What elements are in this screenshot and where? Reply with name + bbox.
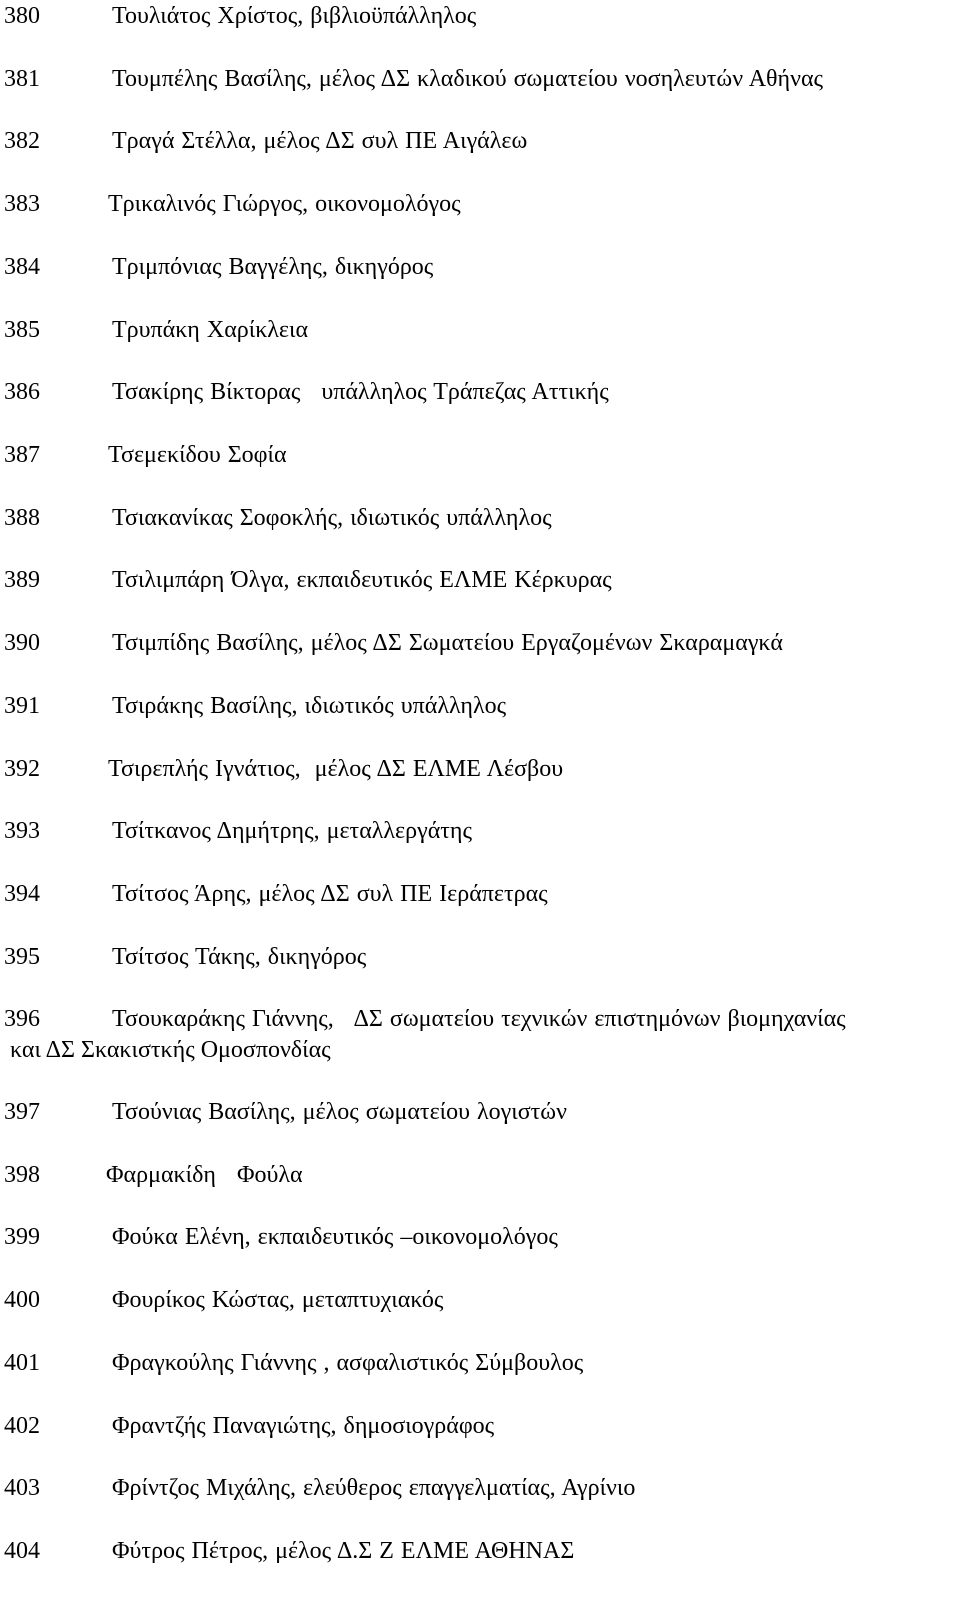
entry-number: 389 xyxy=(4,567,40,593)
entry-text: Φουρίκος Κώστας, μεταπτυχιακός xyxy=(112,1287,444,1313)
entry-number: 390 xyxy=(4,630,40,656)
entry-text: Τσιακανίκας Σοφοκλής, ιδιωτικός υπάλληλος xyxy=(112,505,552,531)
entry-text: Τριμπόνιας Βαγγέλης, δικηγόρος xyxy=(112,254,434,280)
list-item xyxy=(0,188,960,228)
entry-number: 400 xyxy=(4,1287,40,1313)
entry-text: Φραντζής Παναγιώτης, δημοσιογράφος xyxy=(112,1413,495,1439)
entry-number: 384 xyxy=(4,254,40,280)
entry-text: Τουλιάτος Χρίστος, βιβλιοϋπάλληλος xyxy=(112,3,477,29)
entry-number: 392 xyxy=(4,756,40,782)
entry-text: Τσιλιμπάρη Όλγα, εκπαιδευτικός ΕΛΜΕ Κέρκυρας xyxy=(112,567,612,593)
entry-text: Τσεμεκίδου Σοφία xyxy=(108,442,287,468)
entry-number: 399 xyxy=(4,1224,40,1250)
entry-number: 386 xyxy=(4,379,40,405)
entry-number: 381 xyxy=(4,66,40,92)
list-item xyxy=(0,1221,960,1261)
entry-number: 382 xyxy=(4,128,40,154)
entry-text: Τρυπάκη Χαρίκλεια xyxy=(112,317,309,343)
list-item xyxy=(0,502,960,542)
list-item xyxy=(0,0,960,40)
list-item xyxy=(0,564,960,604)
list-item xyxy=(0,251,960,291)
entry-text-continuation: και ΔΣ Σκακιστκής Ομοσπονδίας xyxy=(10,1037,331,1063)
list-item xyxy=(0,1347,960,1387)
entry-number: 404 xyxy=(4,1538,40,1564)
list-item xyxy=(0,878,960,918)
entry-number: 391 xyxy=(4,693,40,719)
list-item xyxy=(0,376,960,416)
list-item xyxy=(0,1472,960,1512)
entry-text: Φούκα Ελένη, εκπαιδευτικός –οικονομολόγος xyxy=(112,1224,558,1250)
entry-text: Τσιρεπλής Ιγνάτιος, μέλος ΔΣ ΕΛΜΕ Λέσβου xyxy=(108,756,564,782)
entry-text: Τσούνιας Βασίλης, μέλος σωματείου λογιστών xyxy=(112,1099,567,1125)
list-item xyxy=(0,1410,960,1450)
entry-number: 395 xyxy=(4,944,40,970)
entry-number: 393 xyxy=(4,818,40,844)
entry-text: Τσακίρης Βίκτορας υπάλληλος Τράπεζας Αττικής xyxy=(112,379,609,405)
list-item xyxy=(0,1003,960,1075)
entry-text: Τρικαλινός Γιώργος, οικονομολόγος xyxy=(108,191,461,217)
list-item xyxy=(0,815,960,855)
entry-text: Φρίντζος Μιχάλης, ελεύθερος επαγγελματίας, Αγρίνιο xyxy=(112,1475,636,1501)
entry-text: Φύτρος Πέτρος, μέλος Δ.Σ Ζ ΕΛΜΕ ΑΘΗΝΑΣ xyxy=(112,1538,575,1564)
entry-text: Τραγά Στέλλα, μέλος ΔΣ συλ ΠΕ Αιγάλεω xyxy=(112,128,528,154)
entry-number: 383 xyxy=(4,191,40,217)
list-item xyxy=(0,753,960,793)
entry-text: Τσιμπίδης Βασίλης, μέλος ΔΣ Σωματείου Εργαζομένων Σκαραμαγκά xyxy=(112,630,783,656)
entry-number: 398 xyxy=(4,1162,40,1188)
entry-text: Τσίτσος Τάκης, δικηγόρος xyxy=(112,944,367,970)
list-item xyxy=(0,690,960,730)
list-item xyxy=(0,314,960,354)
entry-number: 396 xyxy=(4,1006,40,1032)
entry-number: 401 xyxy=(4,1350,40,1376)
entry-text: Τσίτσος Άρης, μέλος ΔΣ συλ ΠΕ Ιεράπετρας xyxy=(112,881,548,907)
list-item xyxy=(0,1284,960,1324)
entry-text: Τουμπέλης Βασίλης, μέλος ΔΣ κλαδικού σωματείου νοσηλευτών Αθήνας xyxy=(112,66,824,92)
list-item xyxy=(0,627,960,667)
entry-number: 397 xyxy=(4,1099,40,1125)
entry-text: Φαρμακίδη Φούλα xyxy=(106,1162,303,1188)
list-item xyxy=(0,63,960,103)
entry-number: 403 xyxy=(4,1475,40,1501)
entry-number: 394 xyxy=(4,881,40,907)
list-item xyxy=(0,1096,960,1136)
entry-text: Φραγκούλης Γιάννης , ασφαλιστικός Σύμβουλος xyxy=(112,1350,584,1376)
entry-number: 388 xyxy=(4,505,40,531)
list-item xyxy=(0,941,960,981)
entry-text: Τσουκαράκης Γιάννης, ΔΣ σωματείου τεχνικών επιστημόνων βιομηχανίας xyxy=(112,1006,846,1032)
list-item xyxy=(0,439,960,479)
entry-number: 387 xyxy=(4,442,40,468)
entry-number: 402 xyxy=(4,1413,40,1439)
entry-number: 380 xyxy=(4,3,40,29)
entry-number: 385 xyxy=(4,317,40,343)
list-item xyxy=(0,125,960,165)
entry-text: Τσιράκης Βασίλης, ιδιωτικός υπάλληλος xyxy=(112,693,507,719)
list-item xyxy=(0,1535,960,1575)
list-item xyxy=(0,1159,960,1199)
entry-text: Τσίτκανος Δημήτρης, μεταλλεργάτης xyxy=(112,818,472,844)
